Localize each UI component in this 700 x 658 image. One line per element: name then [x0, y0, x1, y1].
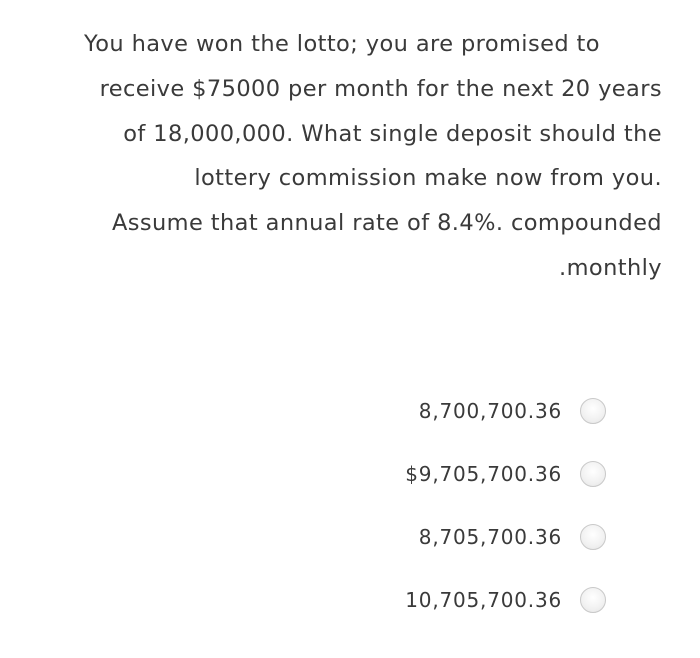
- radio-button[interactable]: [580, 524, 606, 550]
- radio-button[interactable]: [580, 398, 606, 424]
- radio-button[interactable]: [580, 461, 606, 487]
- answer-option-label: $9,705,700.36: [405, 462, 562, 486]
- answer-option-label: 8,700,700.36: [418, 399, 562, 423]
- answer-option-label: 8,705,700.36: [418, 525, 562, 549]
- answer-option-3[interactable]: [405, 518, 606, 556]
- question-line: Assume that annual rate of 8.4%. compounded: [111, 210, 662, 237]
- answer-options: [405, 392, 606, 644]
- question-line: of 18,000,000. What single deposit should the: [123, 120, 662, 147]
- question-line: receive $75000 per month for the next 20 years: [99, 75, 662, 102]
- question-text: [22, 22, 662, 291]
- answer-option-1[interactable]: [405, 392, 606, 430]
- question-line: .monthly: [559, 254, 662, 281]
- answer-option-4[interactable]: [405, 581, 606, 619]
- answer-option-label: 10,705,700.36: [405, 588, 562, 612]
- question-line: You have won the lotto; you are promised to: [84, 31, 600, 57]
- radio-button[interactable]: [580, 587, 606, 613]
- answer-option-2[interactable]: [405, 455, 606, 493]
- question-line: lottery commission make now from you.: [194, 165, 662, 192]
